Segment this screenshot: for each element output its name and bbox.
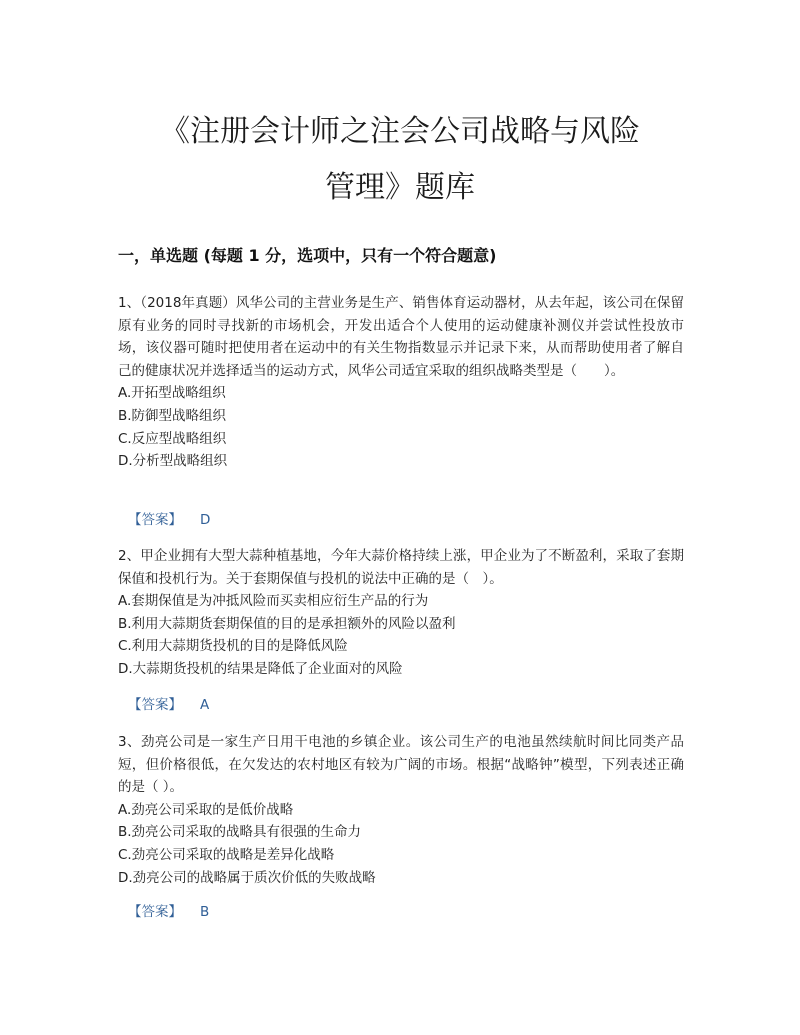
answer-label: 【答案】 <box>128 697 182 713</box>
question-3 <box>118 731 684 889</box>
question-stem: 1、（2018年真题）风华公司的主营业务是生产、销售体育运动器材，从去年起，该公司在保留原有业务的同时寻找新的市场机会，开发出适合个人使用的运动健康补测仪并尝试性投放市场，该仪器可随时把使用者在运动中的有关生物指数显示并记录下来，从而帮助使用者了解自己的健康状况并选择适当的运动方式，风华公司适宜采取的组织战略类型是（ ）。 <box>118 295 684 379</box>
question-2 <box>118 545 684 681</box>
answer-label: 【答案】 <box>128 904 182 920</box>
option-a: A.劲亮公司采取的是低价战略 <box>118 801 294 818</box>
answer-value: A <box>200 697 210 713</box>
answer-2 <box>128 694 209 716</box>
option-c: C.利用大蒜期货投机的目的是降低风险 <box>118 638 348 655</box>
question-1 <box>118 292 684 473</box>
title-line-1: 《注册会计师之注会公司战略与风险 <box>160 114 640 149</box>
title-line-2: 管理》题库 <box>325 170 475 205</box>
option-c: C.劲亮公司采取的战略是差异化战略 <box>118 846 335 863</box>
option-d: D.劲亮公司的战略属于质次价低的失败战略 <box>118 869 376 886</box>
document-title <box>100 104 700 216</box>
question-stem: 3、劲亮公司是一家生产日用干电池的乡镇企业。该公司生产的电池虽然续航时间比同类产品短，但价格很低，在欠发达的农村地区有较为广阔的市场。根据“战略钟”模型，下列表述正确的是（ ）。 <box>118 734 684 796</box>
option-b: B.防御型战略组织 <box>118 407 227 424</box>
option-a: A.套期保值是为冲抵风险而买卖相应衍生产品的行为 <box>118 593 429 610</box>
option-b: B.利用大蒜期货套期保值的目的是承担额外的风险以盈利 <box>118 615 456 632</box>
answer-value: B <box>200 904 210 920</box>
option-d: D.大蒜期货投机的结果是降低了企业面对的风险 <box>118 660 403 677</box>
option-c: C.反应型战略组织 <box>118 430 227 447</box>
option-a: A.开拓型战略组织 <box>118 385 226 402</box>
answer-value: D <box>200 512 211 528</box>
option-d: D.分析型战略组织 <box>118 453 228 470</box>
question-stem: 2、甲企业拥有大型大蒜种植基地，今年大蒜价格持续上涨，甲企业为了不断盈利，采取了套期保值和投机行为。关于套期保值与投机的说法中正确的是（ ）。 <box>118 548 684 587</box>
answer-3 <box>128 901 209 923</box>
answer-1 <box>128 509 210 531</box>
option-b: B.劲亮公司采取的战略具有很强的生命力 <box>118 824 362 841</box>
answer-label: 【答案】 <box>128 512 182 528</box>
section-heading: 一，单选题 (每题 1 分，选项中，只有一个符合题意) <box>118 246 497 265</box>
